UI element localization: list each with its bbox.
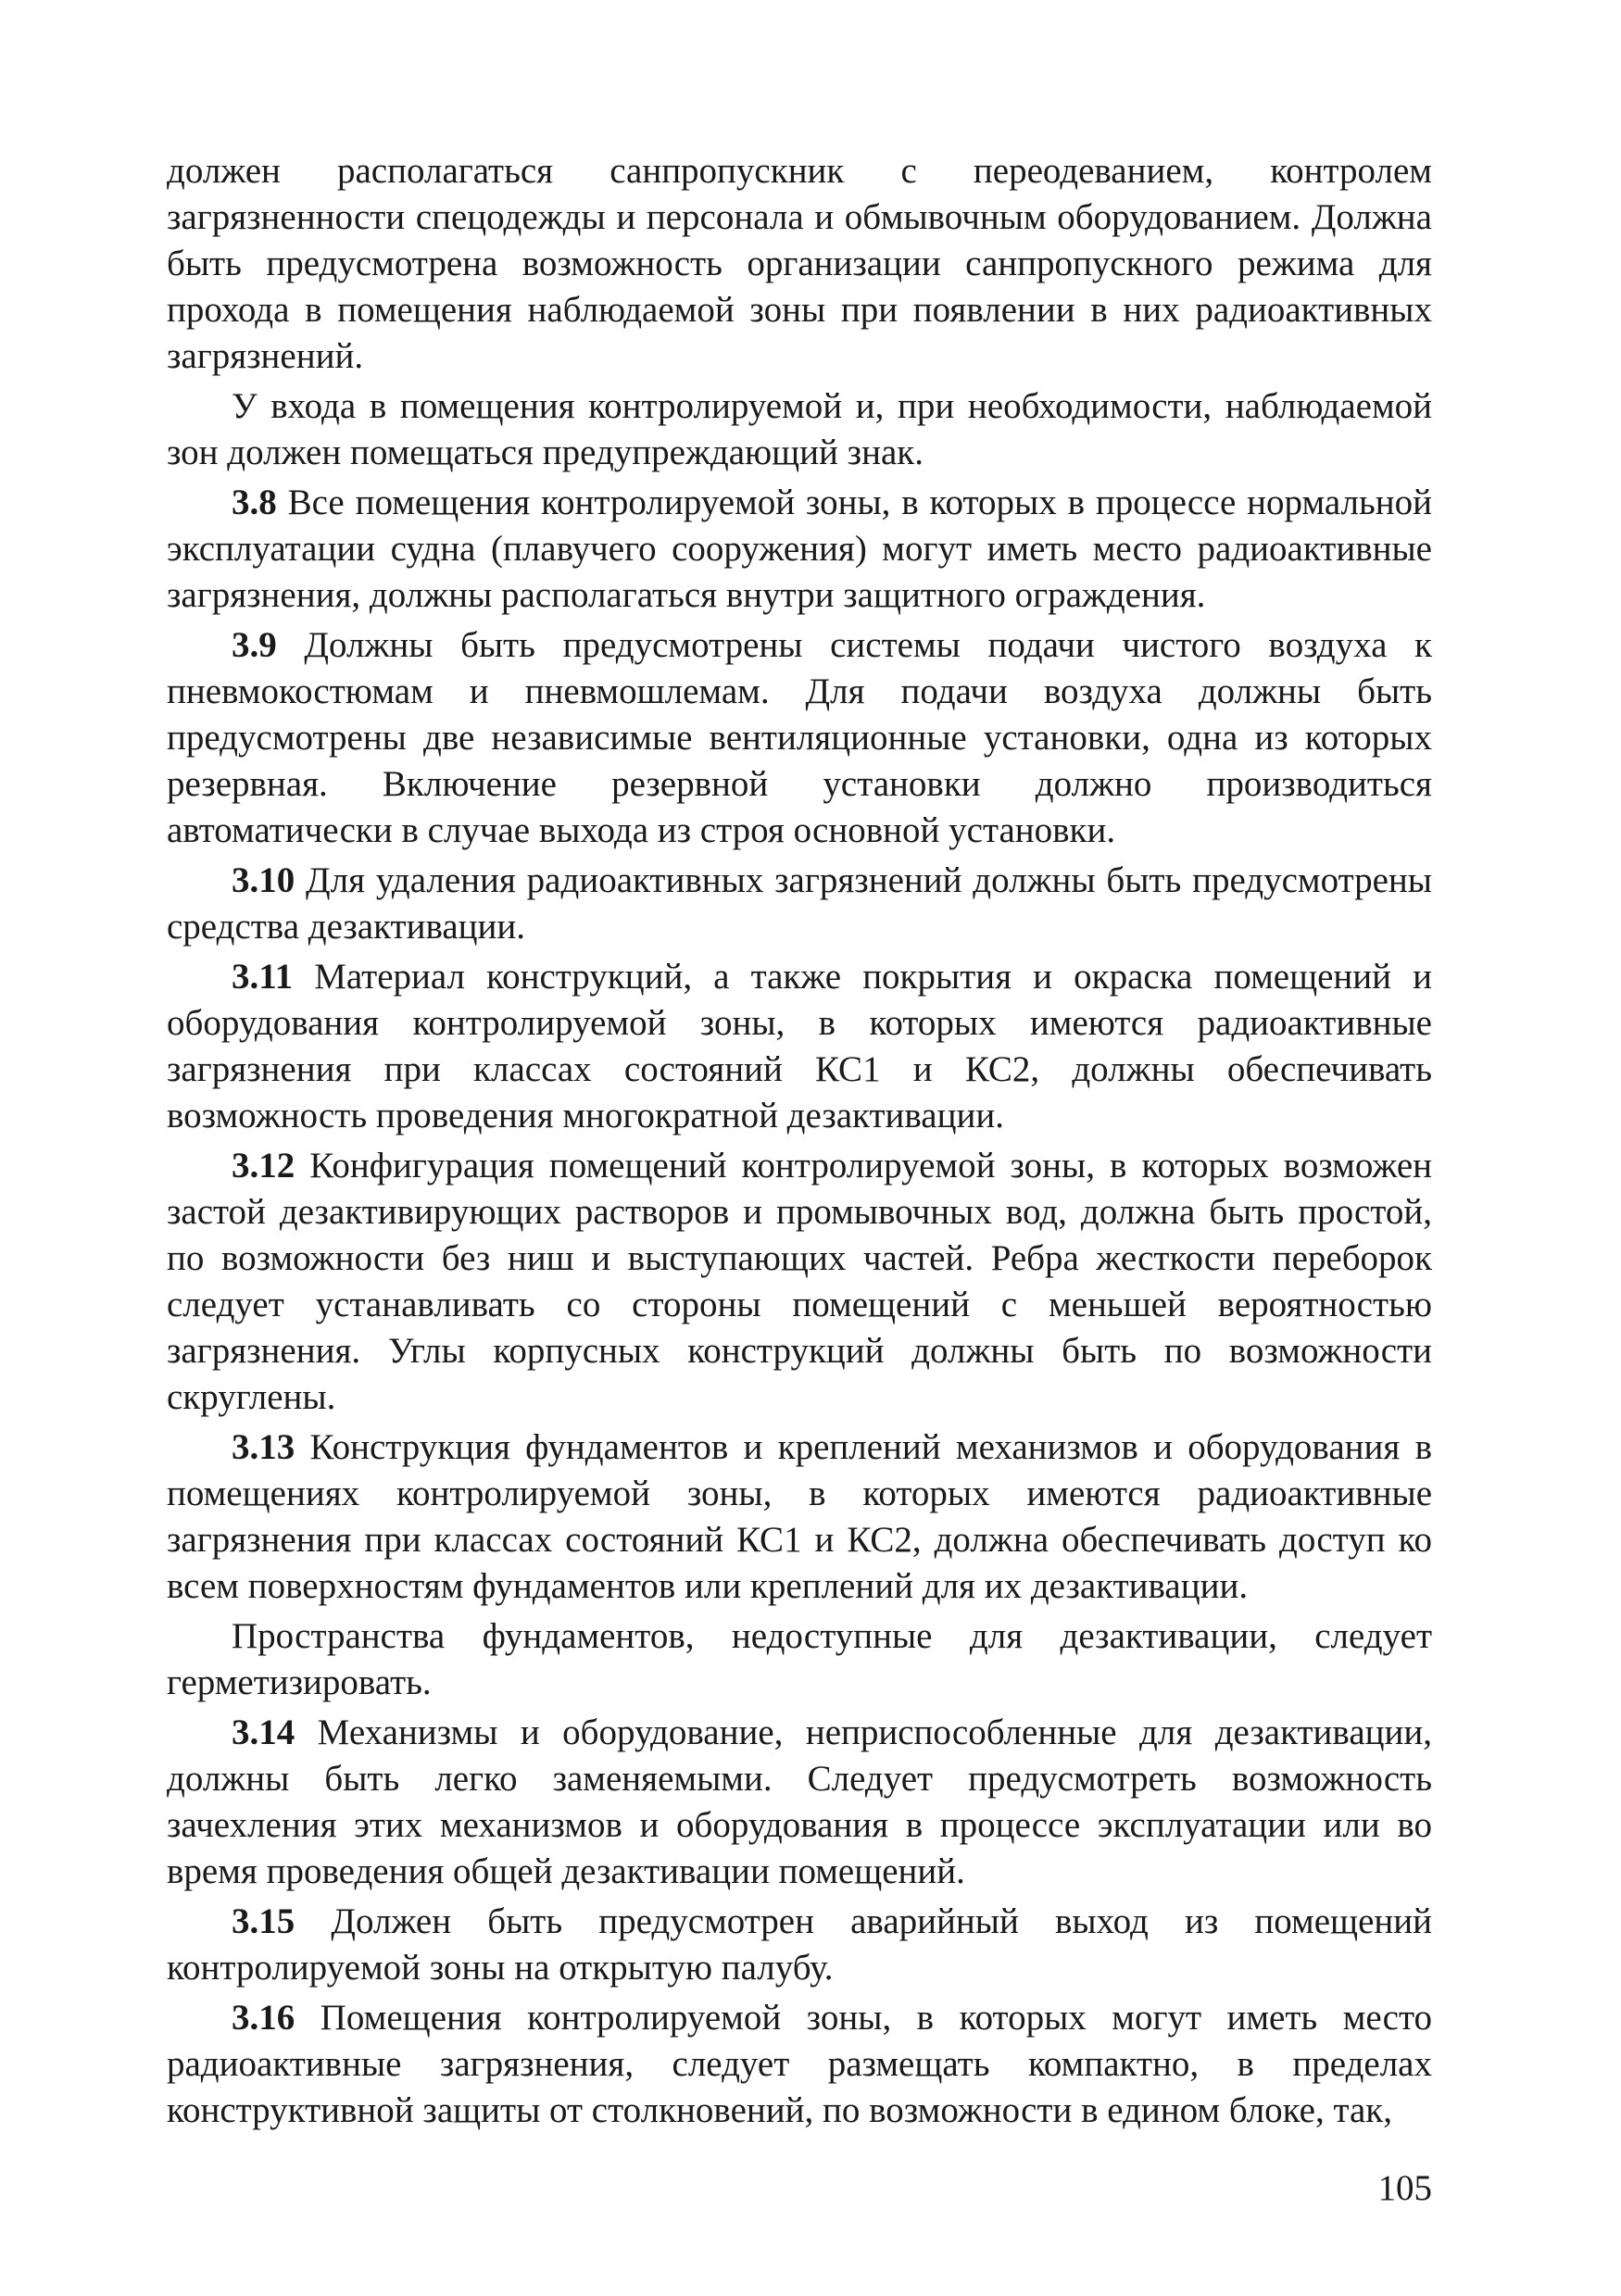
paragraph-text: Механизмы и оборудование, неприспособленные для дезактивации, должны быть легко заменяемыми. Следует предусмотреть возможность зачехления этих механизмов и оборудования в процессе эксплуатации или во время проведения общей дезактивации помещений. — [167, 1713, 1432, 1891]
paragraph-text: должен располагаться санпропускник с переодеванием, контролем загрязненности спецодежды и персонала и обмывочным оборудованием. Должна быть предусмотрена возможность организации санпропускного режима для прохода в помещения наблюдаемой зоны при появлении в них радиоактивных загрязнений. — [167, 151, 1432, 376]
section-number: 3.13 — [232, 1427, 295, 1467]
paragraph-3-9 — [167, 622, 1432, 854]
paragraph-3-12 — [167, 1143, 1432, 1421]
paragraph-3-10 — [167, 858, 1432, 950]
section-number: 3.14 — [232, 1713, 295, 1752]
paragraph-text: Все помещения контролируемой зоны, в которых в процессе нормальной эксплуатации судна (плавучего сооружения) могут иметь место радиоактивные загрязнения, должны располагаться внутри защитного ограждения. — [167, 483, 1432, 615]
paragraph-3-16 — [167, 1995, 1432, 2134]
page-number: 105 — [1377, 2168, 1432, 2208]
paragraph-text: Пространства фундаментов, недоступные для дезактивации, следует герметизировать. — [167, 1616, 1432, 1702]
paragraph-text: Помещения контролируемой зоны, в которых могут иметь место радиоактивные загрязнения, следует размещать компактно, в пределах конструктивной защиты от столкновений, по возможности в едином блоке, так, — [167, 1998, 1432, 2130]
paragraph-foundations — [167, 1613, 1432, 1706]
page-body — [167, 148, 1432, 2138]
paragraph-3-15 — [167, 1899, 1432, 1991]
paragraph-text: Конструкция фундаментов и креплений механизмов и оборудования в помещениях контролируемой зоны, в которых имеются радиоактивные загрязнения при классах состояний КС1 и КС2, должна обеспечивать доступ ко всем поверхностям фундаментов или креплений для их дезактивации. — [167, 1427, 1432, 1606]
paragraph-3-13 — [167, 1424, 1432, 1610]
paragraph-text: Должен быть предусмотрен аварийный выход из помещений контролируемой зоны на открытую палубу. — [167, 1901, 1432, 1988]
paragraph-3-11 — [167, 954, 1432, 1139]
paragraph-3-14 — [167, 1710, 1432, 1895]
section-number: 3.10 — [232, 860, 295, 900]
paragraph-3-8 — [167, 480, 1432, 619]
paragraph-text: У входа в помещения контролируемой и, при необходимости, наблюдаемой зон должен помещаться предупреждающий знак. — [167, 386, 1432, 472]
paragraph-text: Материал конструкций, а также покрытия и окраска помещений и оборудования контролируемой зоны, в которых имеются радиоактивные загрязнения при классах состояний КС1 и КС2, должны обеспечивать возможность проведения многократной дезактивации. — [167, 957, 1432, 1135]
paragraph-text: Конфигурация помещений контролируемой зоны, в которых возможен застой дезактивирующих растворов и промывочных вод, должна быть простой, по возможности без ниш и выступающих частей. Ребра жесткости переборок следует устанавливать со стороны помещений с меньшей вероятностью загрязнения. Углы корпусных конструкций должны быть по возможности скруглены. — [167, 1146, 1432, 1417]
paragraph-continuation — [167, 148, 1432, 380]
section-number: 3.11 — [232, 957, 294, 997]
section-number: 3.9 — [232, 625, 277, 665]
section-number: 3.16 — [232, 1998, 295, 2038]
section-number: 3.12 — [232, 1146, 295, 1186]
section-number: 3.8 — [232, 483, 277, 522]
paragraph-text: Для удаления радиоактивных загрязнений должны быть предусмотрены средства дезактивации. — [167, 860, 1432, 947]
paragraph-text: Должны быть предусмотрены системы подачи чистого воздуха к пневмокостюмам и пневмошлемам. Для подачи воздуха должны быть предусмотрены две независимые вентиляционные установки, одна из которых резервная. Включение резервной установки должно производиться автоматически в случае выхода из строя основной установки. — [167, 625, 1432, 850]
paragraph-warning-sign — [167, 383, 1432, 476]
section-number: 3.15 — [232, 1901, 295, 1941]
